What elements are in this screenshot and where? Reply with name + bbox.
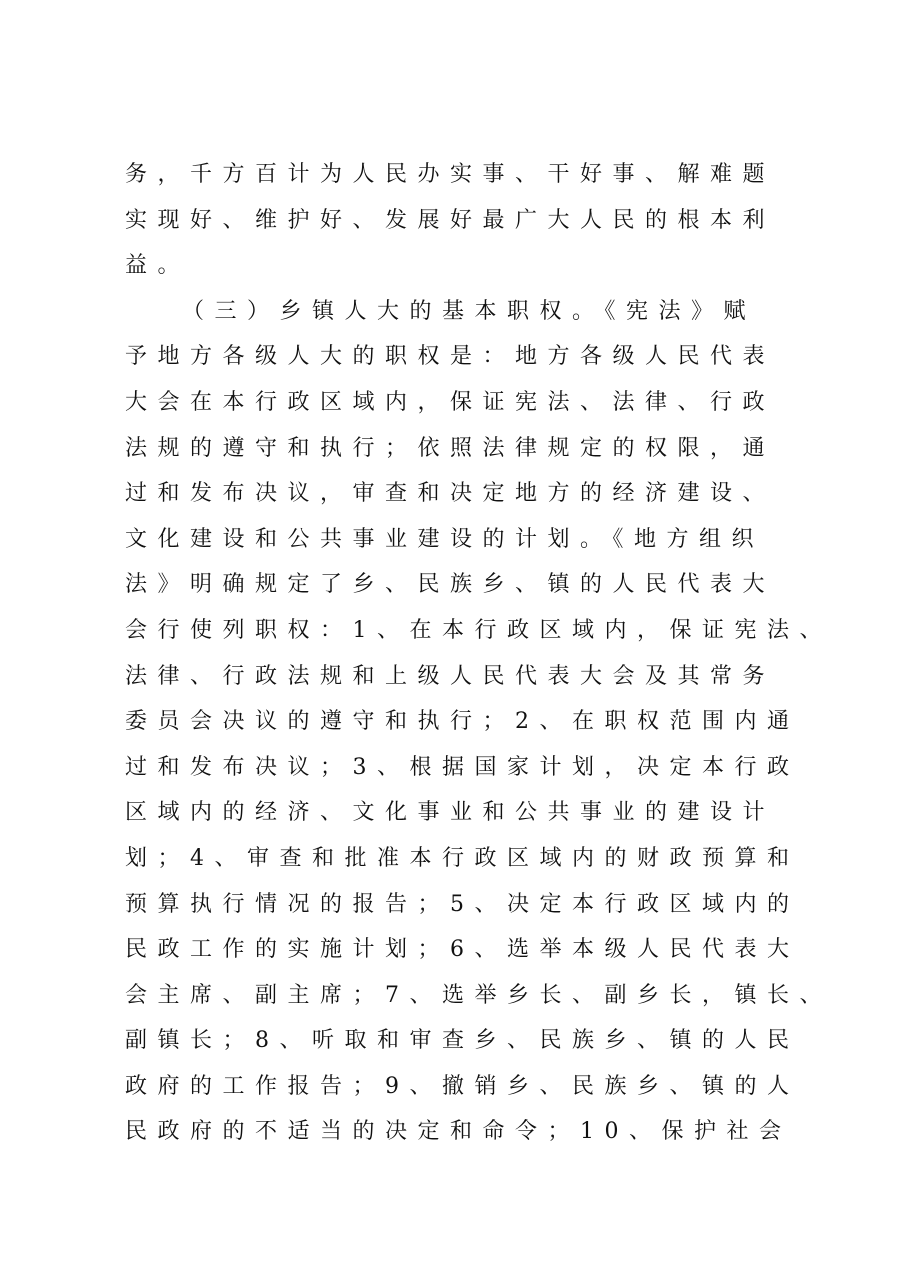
text-line: 实现好、维护好、发展好最广大人民的根本利 (125, 207, 776, 233)
text-line: 益。 (125, 253, 191, 279)
text-line: 法》明确规定了乡、民族乡、镇的人民代表大 (125, 572, 776, 598)
text-line: 会主席、副主席；7、选举乡长、副乡长，镇长、 (125, 982, 832, 1008)
text-line: 会行使列职权：1、在本行政区域内，保证宪法、 (125, 617, 832, 643)
text-line: 政府的工作报告；9、撤销乡、民族乡、镇的人 (125, 1073, 800, 1099)
text-line: 民政工作的实施计划；6、选举本级人民代表大 (125, 937, 800, 963)
text-line: 予地方各级人大的职权是：地方各级人民代表 (125, 344, 776, 370)
text-line: 委员会决议的遵守和执行；2、在职权范围内通 (125, 709, 800, 735)
text-line: 过和发布决议；3、根据国家计划，决定本行政 (125, 754, 800, 780)
text-line: 民政府的不适当的决定和命令；10、保护社会 (125, 1119, 792, 1145)
text-line: 文化建设和公共事业建设的计划。《地方组织 (125, 526, 765, 552)
text-line: 务，千方百计为人民办实事、干好事、解难题 (125, 162, 776, 187)
text-line: 划；4、审查和批准本行政区域内的财政预算和 (125, 845, 800, 871)
text-line: 法规的遵守和执行；依照法律规定的权限，通 (125, 435, 776, 461)
text-line: 区域内的经济、文化事业和公共事业的建设计 (125, 800, 776, 826)
text-line: 副镇长；8、听取和审查乡、民族乡、镇的人民 (125, 1028, 800, 1054)
document-body-text (125, 152, 832, 1155)
text-line: 预算执行情况的报告；5、决定本行政区域内的 (125, 891, 800, 917)
text-line: 法律、行政法规和上级人民代表大会及其常务 (125, 663, 776, 689)
text-line: 大会在本行政区域内，保证宪法、法律、行政 (125, 389, 776, 415)
section-heading-line: （三）乡镇人大的基本职权。《宪法》赋 (182, 298, 757, 324)
text-line: 过和发布决议，审查和决定地方的经济建设、 (125, 481, 776, 507)
